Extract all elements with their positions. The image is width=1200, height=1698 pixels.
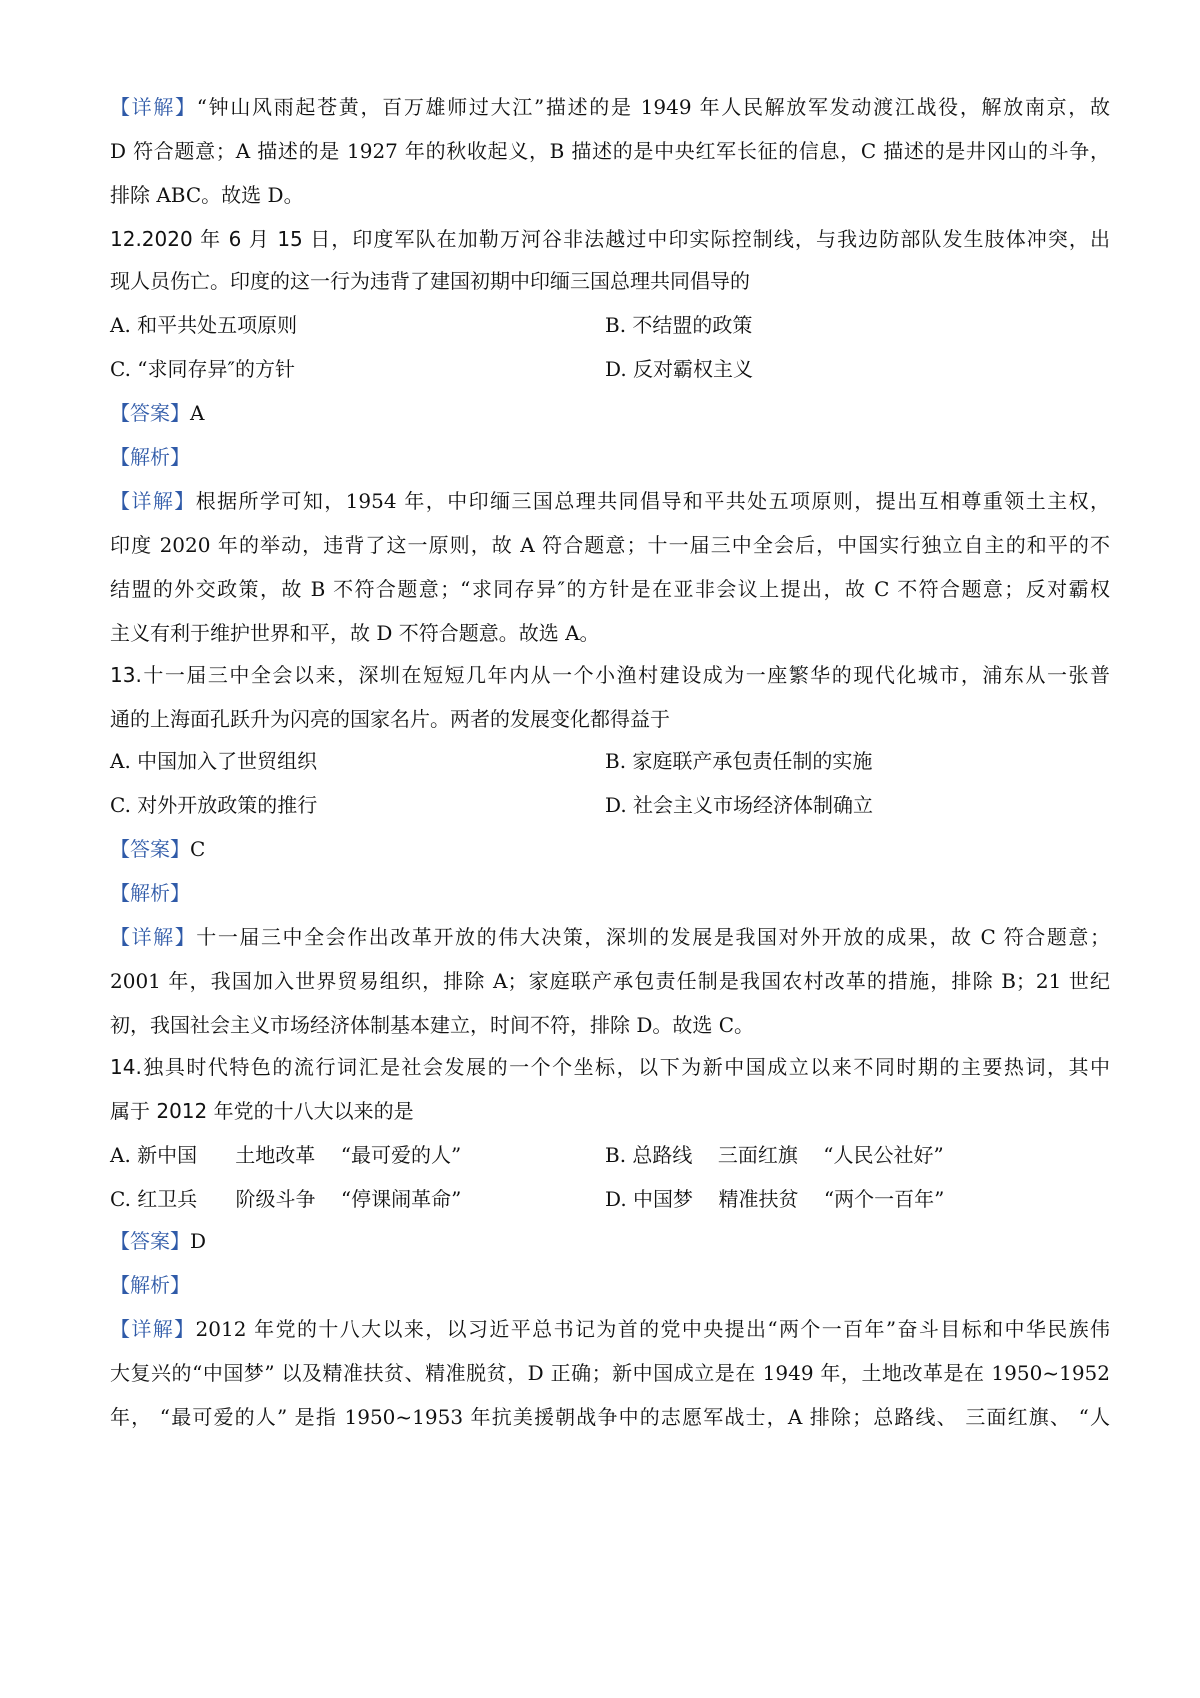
q12-stem-line-2: 现人员伤亡。印度的这一行为违背了建国初期中印缅三国总理共同倡导的 [110, 269, 750, 293]
q14-detail-line-1: 【详解】2012 年党的十八大以来，以习近平总书记为首的党中央提出“两个一百年”奋斗目标和中华民族伟 [110, 1317, 1110, 1341]
q13-option-d: D. 社会主义市场经济体制确立 [605, 793, 874, 817]
q13-stem-line-2: 通的上海面孔跃升为闪亮的国家名片。两者的发展变化都得益于 [110, 707, 670, 731]
q12-option-a: A. 和平共处五项原则 [110, 313, 298, 337]
q13-detail-line-3: 初，我国社会主义市场经济体制基本建立，时间不符，排除 D。故选 C。 [110, 1013, 755, 1037]
q13-option-c: C. 对外开放政策的推行 [110, 793, 318, 817]
q11-detail-line-2: D 符合题意；A 描述的是 1927 年的秋收起义，B 描述的是中央红军长征的信息，C 描述的是井冈山的斗争， [110, 139, 1110, 163]
answer-tag: 【答案】 [110, 401, 190, 425]
q11-detail-line-1: 【详解】“钟山风雨起苍黄，百万雄师过大江”描述的是 1949 年人民解放军发动渡江战役，解放南京，故 [110, 95, 1110, 119]
q12-answer-value: A [190, 401, 205, 425]
detail-tag: 【详解】 [110, 95, 197, 119]
q12-detail-line-4: 主义有利于维护世界和平，故 D 不符合题意。故选 A。 [110, 621, 600, 645]
detail-tag: 【详解】 [110, 489, 196, 513]
q14-answer-value: D [190, 1229, 207, 1253]
q14-stem-line-2: 属于 2012 年党的十八大以来的是 [110, 1099, 414, 1123]
q13-detail-line-1: 【详解】十一届三中全会作出改革开放的伟大决策，深圳的发展是我国对外开放的成果，故 C 符合题意； [110, 925, 1110, 949]
analysis-tag: 【解析】 [110, 881, 190, 905]
q14-option-d: D. 中国梦 精准扶贫 “两个一百年” [605, 1187, 945, 1211]
q13-answer-value: C [190, 837, 206, 861]
q12-option-b: B. 不结盟的政策 [605, 313, 753, 337]
q14-analysis [110, 1270, 1110, 1300]
q13-answer [110, 834, 1110, 864]
answer-tag: 【答案】 [110, 1229, 190, 1253]
q13-option-b: B. 家庭联产承包责任制的实施 [605, 749, 873, 773]
q12-detail-line-1: 【详解】根据所学可知，1954 年，中印缅三国总理共同倡导和平共处五项原则，提出互相尊重领土主权， [110, 489, 1110, 513]
detail-tag: 【详解】 [110, 925, 197, 949]
q14-option-b: B. 总路线 三面红旗 “人民公社好” [605, 1143, 944, 1167]
q13-option-a: A. 中国加入了世贸组织 [110, 749, 318, 773]
q12-detail-line-3: 结盟的外交政策，故 B 不符合题意；“求同存异″的方针是在亚非会议上提出，故 C 不符合题意；反对霸权 [110, 577, 1110, 601]
q12-answer [110, 398, 1110, 428]
q13-stem-line-1: 13.十一届三中全会以来，深圳在短短几年内从一个小渔村建设成为一座繁华的现代化城市，浦东从一张普 [110, 663, 1110, 687]
q14-option-a: A. 新中国 土地改革 “最可爱的人” [110, 1143, 462, 1167]
answer-tag: 【答案】 [110, 837, 190, 861]
q13-analysis [110, 878, 1110, 908]
q12-stem-line-1: 12.2020 年 6 月 15 日，印度军队在加勒万河谷非法越过中印实际控制线，与我边防部队发生肢体冲突，出 [110, 227, 1110, 251]
q12-detail-line-2: 印度 2020 年的举动，违背了这一原则，故 A 符合题意；十一届三中全会后，中国实行独立自主的和平的不 [110, 533, 1110, 557]
q12-option-c: C. “求同存异″的方针 [110, 357, 295, 381]
q14-answer [110, 1226, 1110, 1256]
analysis-tag: 【解析】 [110, 445, 190, 469]
analysis-tag: 【解析】 [110, 1273, 190, 1297]
detail-tag: 【详解】 [110, 1317, 196, 1341]
q14-detail-line-3: 年， “最可爱的人” 是指 1950~1953 年抗美援朝战争中的志愿军战士，A 排除；总路线、 三面红旗、 “人 [110, 1405, 1110, 1429]
q11-detail-line-3: 排除 ABC。故选 D。 [110, 183, 304, 207]
q13-detail-line-2: 2001 年，我国加入世界贸易组织，排除 A；家庭联产承包责任制是我国农村改革的措施，排除 B；21 世纪 [110, 969, 1110, 993]
q12-option-d: D. 反对霸权主义 [605, 357, 754, 381]
q14-option-c: C. 红卫兵 阶级斗争 “停课闹革命” [110, 1187, 462, 1211]
q12-analysis [110, 442, 1110, 472]
q14-detail-line-2: 大复兴的“中国梦” 以及精准扶贫、精准脱贫，D 正确；新中国成立是在 1949 年，土地改革是在 1950~1952 [110, 1361, 1110, 1385]
q14-stem-line-1: 14.独具时代特色的流行词汇是社会发展的一个个坐标，以下为新中国成立以来不同时期的主要热词，其中 [110, 1055, 1110, 1079]
